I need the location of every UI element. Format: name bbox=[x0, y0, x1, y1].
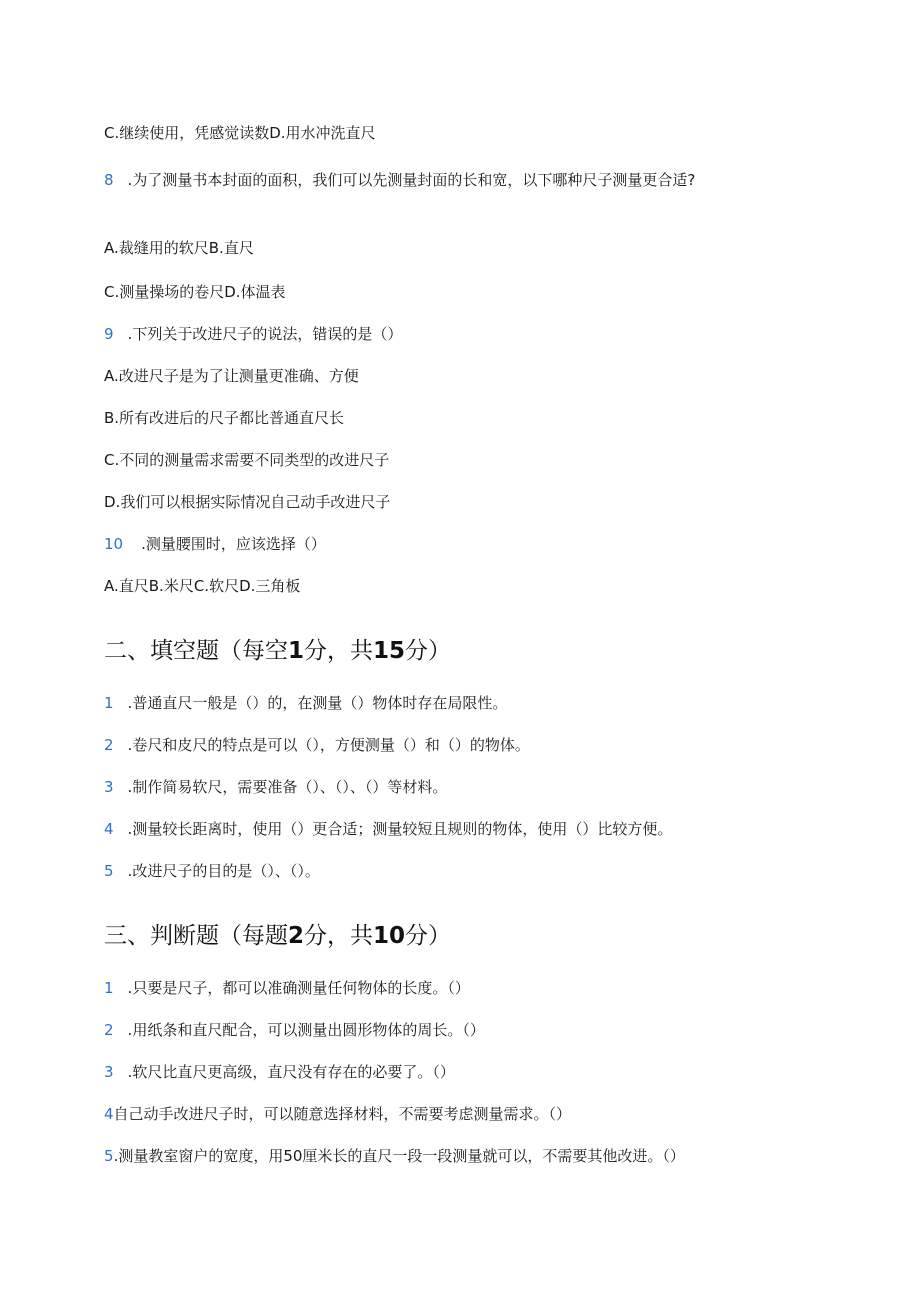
question-text: .改进尺子的目的是（）、（）。 bbox=[127, 862, 320, 880]
fill-question bbox=[104, 693, 507, 713]
fill-question bbox=[104, 735, 530, 755]
fill-question bbox=[104, 861, 320, 881]
question-text: .普通直尺一般是（）的，在测量（）物体时存在局限性。 bbox=[127, 694, 508, 712]
question-text: .为了测量书本封面的面积，我们可以先测量封面的长和宽，以下哪种尺子测量更合适? bbox=[127, 171, 696, 189]
question-number: 3 bbox=[104, 1063, 114, 1081]
question-number: 9 bbox=[104, 325, 114, 343]
question-number: 1 bbox=[104, 979, 114, 997]
question-text: .制作简易软尺，需要准备（）、（）、（）等材料。 bbox=[127, 778, 448, 796]
question-number: 8 bbox=[104, 171, 114, 189]
question-number: 1 bbox=[104, 694, 114, 712]
question-text: .测量较长距离时，使用（）更合适；测量较短且规则的物体，使用（）比较方便。 bbox=[127, 820, 673, 838]
fill-question bbox=[104, 819, 672, 839]
fill-question bbox=[104, 777, 447, 797]
question-number: 2 bbox=[104, 1021, 114, 1039]
question-text: .卷尺和皮尺的特点是可以（），方便测量（）和（）的物体。 bbox=[127, 736, 530, 754]
question-number: 3 bbox=[104, 778, 114, 796]
question-text: .用纸条和直尺配合，可以测量出圆形物体的周长。（） bbox=[127, 1021, 485, 1039]
option-line: A.直尺B.米尺C.软尺D.三角板 bbox=[104, 577, 301, 595]
question-number: 5 bbox=[104, 1147, 114, 1165]
section-heading-fill: 二、填空题（每空1分，共15分） bbox=[104, 638, 452, 664]
question-number: 10 bbox=[104, 535, 124, 553]
option-line: A.改进尺子是为了让测量更准确、方便 bbox=[104, 367, 359, 385]
question-number: 2 bbox=[104, 736, 114, 754]
option-line: C.不同的测量需求需要不同类型的改进尺子 bbox=[104, 451, 390, 469]
judge-question bbox=[104, 978, 470, 998]
option-line: C.继续使用，凭感觉读数D.用水冲洗直尺 bbox=[104, 124, 376, 142]
question-text: .测量教室窗户的宽度，用50厘米长的直尺一段一段测量就可以，不需要其他改进。（） bbox=[113, 1147, 685, 1165]
judge-question bbox=[104, 1020, 485, 1040]
option-line: A.裁缝用的软尺B.直尺 bbox=[104, 239, 254, 257]
question-text: .下列关于改进尺子的说法，错误的是（） bbox=[127, 325, 403, 343]
option-line: C.测量操场的卷尺D.体温表 bbox=[104, 283, 286, 301]
question-number: 4 bbox=[104, 1105, 114, 1123]
question-9 bbox=[104, 324, 402, 344]
question-8 bbox=[104, 170, 695, 190]
option-line: D.我们可以根据实际情况自己动手改进尺子 bbox=[104, 493, 391, 511]
question-number: 4 bbox=[104, 820, 114, 838]
question-text: .软尺比直尺更高级，直尺没有存在的必要了。（） bbox=[127, 1063, 455, 1081]
judge-question bbox=[104, 1104, 571, 1124]
question-10 bbox=[104, 534, 326, 554]
section-heading-judge: 三、判断题（每题2分，共10分） bbox=[104, 923, 452, 949]
question-text: 自己动手改进尺子时，可以随意选择材料，不需要考虑测量需求。（） bbox=[113, 1105, 572, 1123]
judge-question bbox=[104, 1062, 455, 1082]
question-text: .测量腰围时，应该选择（） bbox=[141, 535, 326, 553]
judge-question bbox=[104, 1146, 685, 1166]
option-line: B.所有改进后的尺子都比普通直尺长 bbox=[104, 409, 345, 427]
question-number: 5 bbox=[104, 862, 114, 880]
question-text: .只要是尺子，都可以准确测量任何物体的长度。（） bbox=[127, 979, 470, 997]
